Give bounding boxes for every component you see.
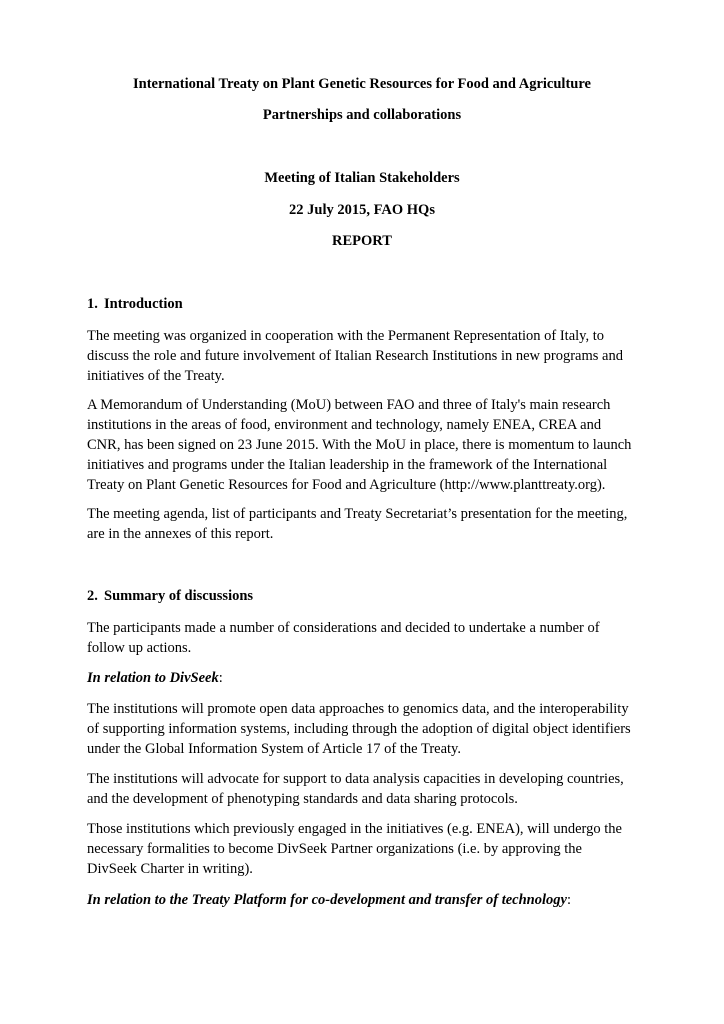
paragraph-line: CNR, has been signed on 23 June 2015. With the MoU in place, there is momentum to launch <box>87 437 632 453</box>
paragraph-line: discuss the role and future involvement of Italian Research Institutions in new programs and <box>87 348 623 364</box>
paragraph-line: The participants made a number of considerations and decided to undertake a number of <box>87 620 600 636</box>
paragraph-line: The meeting agenda, list of participants and Treaty Secretariat’s presentation for the meeting, <box>87 506 628 522</box>
document-subtitle: Partnerships and collaborations <box>262 107 462 123</box>
divseek-paragraph-3 <box>87 819 643 879</box>
meeting-date-place: 22 July 2015, FAO HQs <box>289 202 435 218</box>
section-1-paragraph-3 <box>87 504 643 544</box>
platform-subheading-text: In relation to the Treaty Platform for co-development and transfer of technology <box>87 892 567 908</box>
subheading-colon: : <box>566 892 571 908</box>
paragraph-line: under the Global Information System of Article 17 of the Treaty. <box>87 741 461 757</box>
section-1-number: 1. <box>87 296 98 312</box>
paragraph-line: The meeting was organized in cooperation with the Permanent Representation of Italy, to <box>87 328 605 344</box>
section-2-number: 2. <box>87 588 98 604</box>
section-1-heading <box>87 294 183 314</box>
platform-subheading <box>87 890 571 910</box>
section-2-intro <box>87 618 643 658</box>
paragraph-line: of supporting information systems, including through the adoption of digital object identifiers <box>87 721 631 737</box>
paragraph-line: initiatives and programs under the Italian leadership in the framework of the International <box>87 457 608 473</box>
paragraph-line: The institutions will advocate for support to data analysis capacities in developing countries, <box>87 771 624 787</box>
report-label: REPORT <box>332 233 392 249</box>
divseek-paragraph-2 <box>87 769 643 809</box>
paragraph-line: DivSeek Charter in writing). <box>87 861 253 877</box>
section-2-title: Summary of discussions <box>104 588 254 604</box>
paragraph-line: initiatives of the Treaty. <box>87 368 225 384</box>
section-2-heading <box>87 586 253 606</box>
paragraph-line: are in the annexes of this report. <box>87 526 274 542</box>
section-1-paragraph-2 <box>87 395 643 495</box>
paragraph-line: and the development of phenotyping standards and data sharing protocols. <box>87 791 518 807</box>
paragraph-line: Treaty on Plant Genetic Resources for Food and Agriculture (http://www.planttreaty.org). <box>87 477 606 493</box>
section-1-title: Introduction <box>104 296 183 312</box>
section-1-paragraph-1 <box>87 326 643 386</box>
paragraph-line: The institutions will promote open data approaches to genomics data, and the interoperability <box>87 701 629 717</box>
paragraph-line: necessary formalities to become DivSeek Partner organizations (i.e. by approving the <box>87 841 582 857</box>
paragraph-line: A Memorandum of Understanding (MoU) between FAO and three of Italy's main research <box>87 397 611 413</box>
divseek-subheading-text: In relation to DivSeek <box>87 670 219 686</box>
paragraph-line: Those institutions which previously engaged in the initiatives (e.g. ENEA), will undergo the <box>87 821 622 837</box>
paragraph-line: follow up actions. <box>87 640 192 656</box>
paragraph-line: institutions in the areas of food, environment and technology, namely ENEA, CREA and <box>87 417 602 433</box>
document-title: International Treaty on Plant Genetic Resources for Food and Agriculture <box>133 76 591 92</box>
divseek-paragraph-1 <box>87 699 643 759</box>
subheading-colon: : <box>218 670 223 686</box>
divseek-subheading <box>87 668 223 688</box>
meeting-title: Meeting of Italian Stakeholders <box>264 170 460 186</box>
